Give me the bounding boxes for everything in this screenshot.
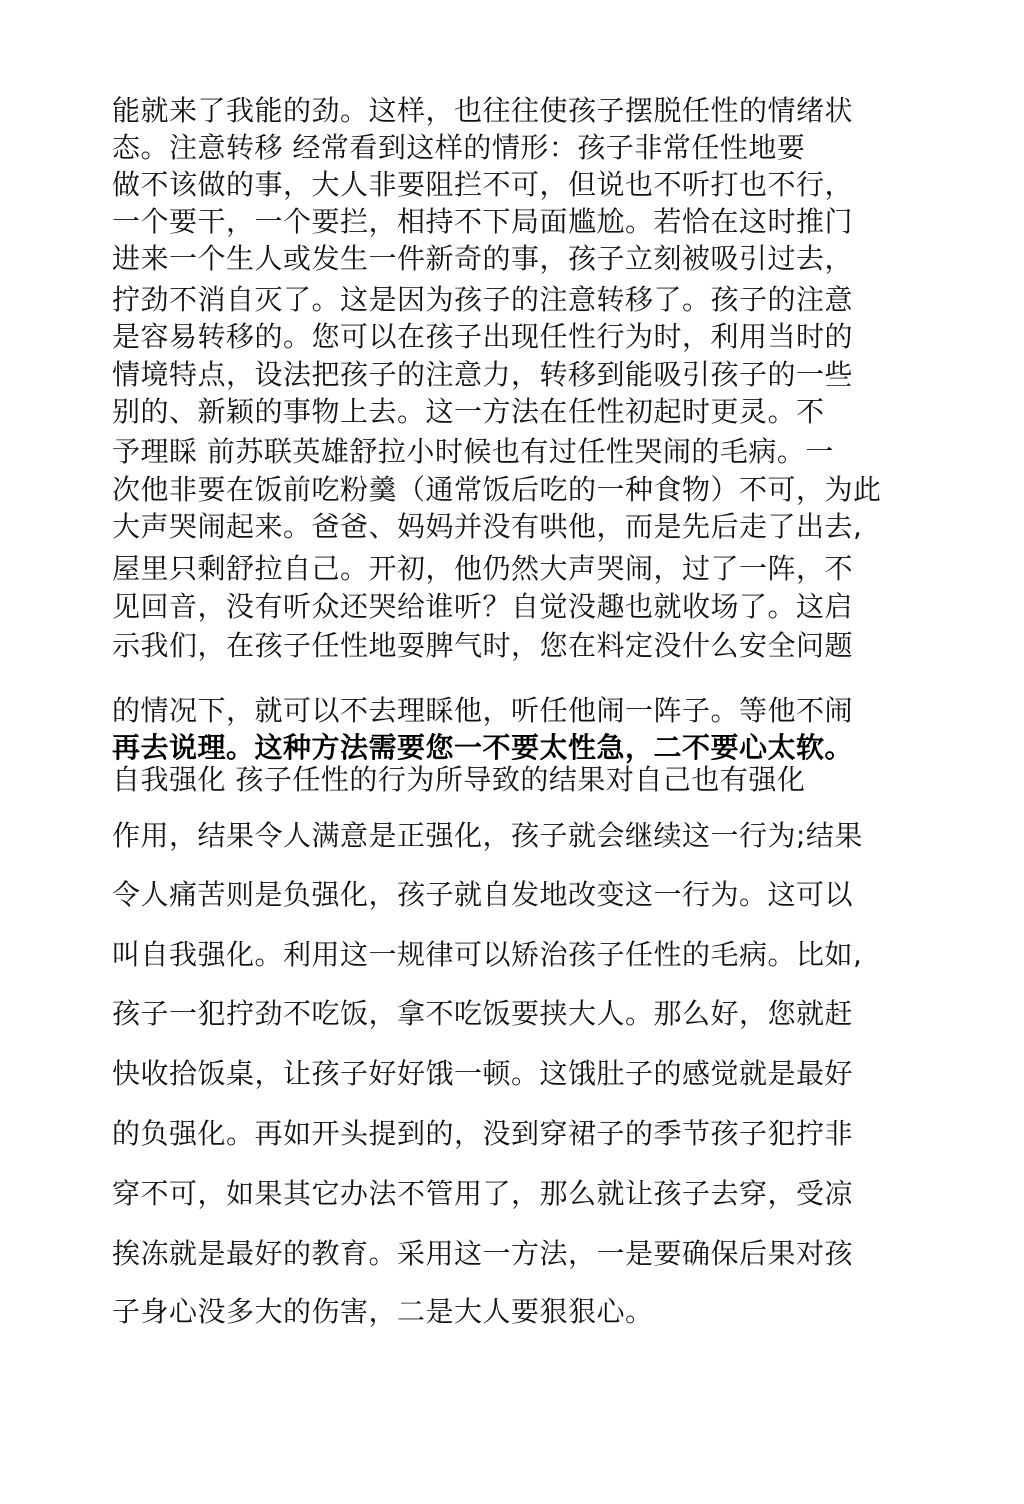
text-line: 拧劲不消自灭了。这是因为孩子的注意转移了。孩子的注意 xyxy=(112,283,854,316)
text-line: 做不该做的事，大人非要阻拦不可，但说也不听打也不行， xyxy=(112,168,854,201)
text-line: 子身心没多大的伤害，二是大人要狠狠心。 xyxy=(112,1295,654,1328)
text-line: 予理睬 前苏联英雄舒拉小时候也有过任性哭闹的毛病。一 xyxy=(112,435,834,468)
text-line: 态。注意转移 经常看到这样的情形：孩子非常任性地要 xyxy=(112,131,806,164)
text-line: 别的、新颖的事物上去。这一方法在任性初起时更灵。不 xyxy=(112,395,825,428)
text-line: 的负强化。再如开头提到的，没到穿裙子的季节孩子犯拧非 xyxy=(112,1117,854,1150)
text-line: 挨冻就是最好的教育。采用这一方法，一是要确保后果对孩 xyxy=(112,1237,854,1270)
text-line: 大声哭闹起来。爸爸、妈妈并没有哄他，而是先后走了出去, xyxy=(112,510,863,543)
text-line: 一个要干，一个要拦，相持不下局面尴尬。若恰在这时推门 xyxy=(112,205,854,238)
text-line: 作用，结果令人满意是正强化，孩子就会继续这一行为;结果 xyxy=(112,819,863,852)
text-line-bold: 再去说理。这种方法需要您一不要太性急，二不要心太软。 xyxy=(112,731,854,764)
text-line: 次他非要在饭前吃粉羹（通常饭后吃的一种食物）不可，为此 xyxy=(112,473,882,506)
text-line: 进来一个生人或发生一件新奇的事，孩子立刻被吸引过去， xyxy=(112,242,854,275)
text-line: 穿不可，如果其它办法不管用了，那么就让孩子去穿，受凉 xyxy=(112,1177,854,1210)
text-line: 叫自我强化。利用这一规律可以矫治孩子任性的毛病。比如, xyxy=(112,938,863,971)
text-line: 的情况下，就可以不去理睬他，听任他闹一阵子。等他不闹 xyxy=(112,694,854,727)
text-line: 见回音，没有听众还哭给谁听？自觉没趣也就收场了。这启 xyxy=(112,590,854,623)
text-line: 令人痛苦则是负强化，孩子就自发地改变这一行为。这可以 xyxy=(112,878,854,911)
text-line: 示我们，在孩子任性地耍脾气时，您在料定没什么安全问题 xyxy=(112,629,854,662)
text-line: 屋里只剩舒拉自己。开初，他仍然大声哭闹，过了一阵，不 xyxy=(112,552,854,585)
text-line: 情境特点，设法把孩子的注意力，转移到能吸引孩子的一些 xyxy=(112,358,854,391)
text-line: 孩子一犯拧劲不吃饭，拿不吃饭要挟大人。那么好，您就赶 xyxy=(112,997,854,1030)
text-line: 快收拾饭桌，让孩子好好饿一顿。这饿肚子的感觉就是最好 xyxy=(112,1057,854,1090)
text-line: 能就来了我能的劲。这样，也往往使孩子摆脱任性的情绪状 xyxy=(112,94,854,127)
text-line: 自我强化 孩子任性的行为所导致的结果对自己也有强化 xyxy=(112,763,806,796)
text-line: 是容易转移的。您可以在孩子出现任性行为时，利用当时的 xyxy=(112,320,854,353)
